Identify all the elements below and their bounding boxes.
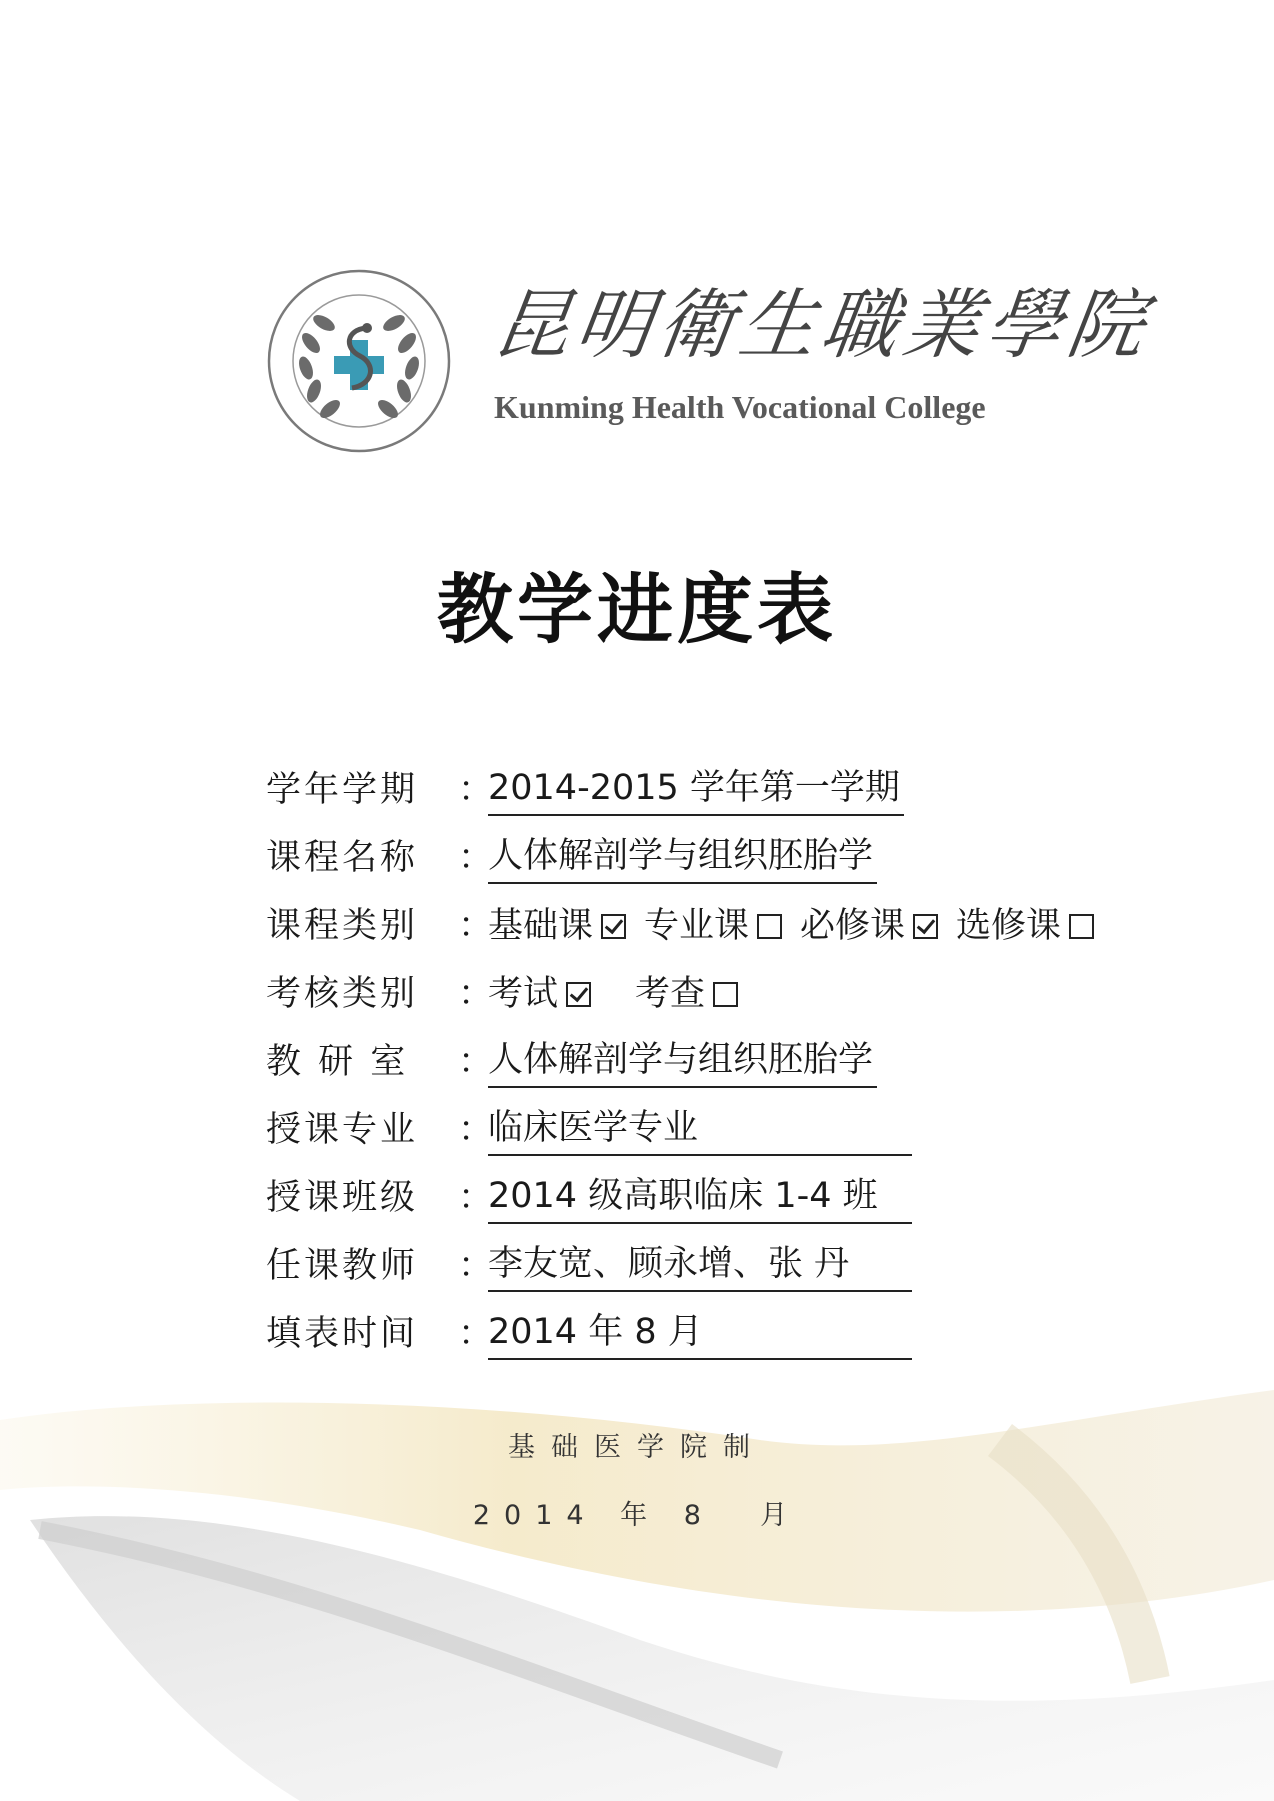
course-info-form xyxy=(266,748,1166,1360)
college-seal-logo xyxy=(266,268,452,454)
checkbox-unchecked[interactable] xyxy=(757,914,782,939)
option-basic-course[interactable] xyxy=(488,900,630,952)
field-value: 人体解剖学与组织胚胎学 xyxy=(488,830,877,884)
field-fill-date xyxy=(266,1292,1166,1360)
checkbox-unchecked[interactable] xyxy=(713,982,738,1007)
option-required-course[interactable] xyxy=(800,900,942,952)
option-elective-course[interactable] xyxy=(956,900,1098,952)
checkbox-checked[interactable] xyxy=(566,982,591,1007)
option-exam[interactable] xyxy=(488,968,595,1020)
field-teachers xyxy=(266,1224,1166,1292)
field-label: 教 研 室 xyxy=(266,1042,409,1082)
field-value: 人体解剖学与组织胚胎学 xyxy=(488,1034,877,1088)
option-label: 选修课 xyxy=(956,906,1062,946)
option-major-course[interactable] xyxy=(644,900,786,952)
option-label: 基础课 xyxy=(488,906,594,946)
field-teaching-office xyxy=(266,1020,1166,1088)
college-name-chinese: 昆明衛生職業學院 xyxy=(487,280,1157,369)
page-title: 教学进度表 xyxy=(437,565,837,654)
option-review[interactable] xyxy=(635,968,742,1020)
field-colon: ： xyxy=(458,974,494,1014)
issue-date: 2014 年 8 月 xyxy=(472,1500,802,1531)
field-label: 课程名称 xyxy=(266,838,419,878)
field-label: 课程类别 xyxy=(266,906,419,946)
option-label: 专业课 xyxy=(644,906,750,946)
field-value: 2014-2015 学年第一学期 xyxy=(488,762,904,816)
option-label: 考查 xyxy=(635,974,706,1014)
field-value: 2014 年 8 月 xyxy=(488,1306,912,1360)
issuer-text: 基础医学院制 xyxy=(508,1432,766,1463)
field-semester xyxy=(266,748,1166,816)
field-label: 考核类别 xyxy=(266,974,419,1014)
field-colon: ： xyxy=(458,1314,494,1354)
option-label: 考试 xyxy=(488,974,559,1014)
field-course-category xyxy=(266,884,1166,952)
field-assessment-type xyxy=(266,952,1166,1020)
field-colon: ： xyxy=(458,1042,494,1082)
checkbox-unchecked[interactable] xyxy=(1069,914,1094,939)
field-colon: ： xyxy=(458,906,494,946)
field-label: 授课班级 xyxy=(266,1178,419,1218)
field-label: 任课教师 xyxy=(266,1246,419,1286)
field-value: 2014 级高职临床 1-4 班 xyxy=(488,1170,912,1224)
field-colon: ： xyxy=(458,1178,494,1218)
field-colon: ： xyxy=(458,838,494,878)
checkbox-checked[interactable] xyxy=(601,914,626,939)
field-colon: ： xyxy=(458,1246,494,1286)
college-name-english: Kunming Health Vocational College xyxy=(494,389,986,425)
checkbox-checked[interactable] xyxy=(913,914,938,939)
field-colon: ： xyxy=(458,770,494,810)
field-label: 学年学期 xyxy=(266,770,419,810)
field-value: 李友宽、顾永增、张 丹 xyxy=(488,1238,912,1292)
option-label: 必修课 xyxy=(800,906,906,946)
field-course-name xyxy=(266,816,1166,884)
field-label: 填表时间 xyxy=(266,1314,419,1354)
field-value: 临床医学专业 xyxy=(488,1102,912,1156)
field-major xyxy=(266,1088,1166,1156)
field-label: 授课专业 xyxy=(266,1110,419,1150)
field-colon: ： xyxy=(458,1110,494,1150)
field-class xyxy=(266,1156,1166,1224)
